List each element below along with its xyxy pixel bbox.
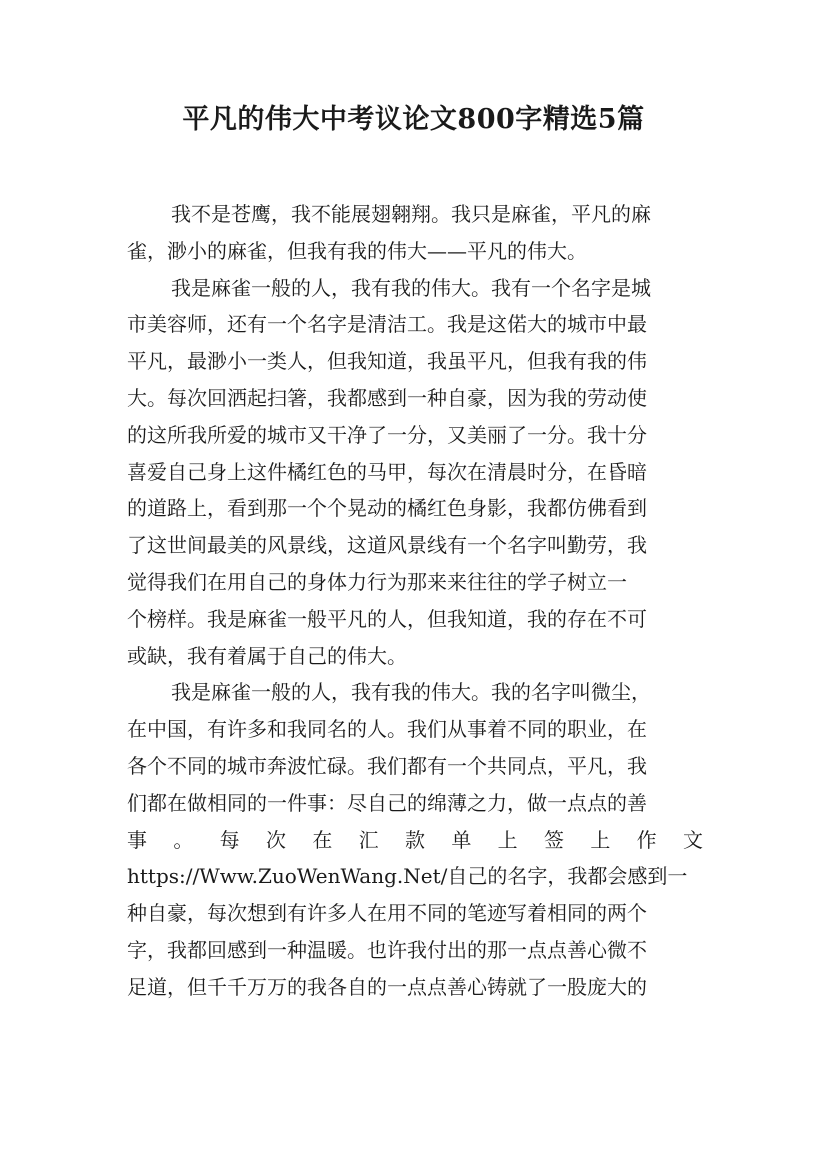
text-line: 们都在做相同的一件事：尽自己的绵薄之力，做一点点的善 — [127, 790, 647, 815]
text-line: 事 。 每 次 在 汇 款 单 上 签 上 作 文 — [127, 827, 703, 852]
text-line: 在中国，有许多和我同名的人。我们从事着不同的职业，在 — [127, 717, 647, 742]
text-line: 的道路上，看到那一个个晃动的橘红色身影，我都仿佛看到 — [127, 496, 647, 521]
text-line: 各个不同的城市奔波忙碌。我们都有一个共同点，平凡，我 — [127, 753, 647, 778]
text-line: 了这世间最美的风景线，这道风景线有一个名字叫勤劳，我 — [127, 533, 647, 558]
text-line: 或缺，我有着属于自己的伟大。 — [127, 643, 407, 668]
document-body — [127, 196, 703, 1006]
text-line: 觉得我们在用自己的身体力行为那来来往往的学子树立一 — [127, 569, 627, 594]
text-line: 雀，渺小的麻雀，但我有我的伟大——平凡的伟大。 — [127, 238, 587, 263]
text-line: 字，我都回感到一种温暖。也许我付出的那一点点善心微不 — [127, 937, 647, 962]
document-title: 平凡的伟大中考议论文800字精选5篇 — [182, 104, 645, 135]
text-line: 喜爱自己身上这件橘红色的马甲，每次在清晨时分，在昏暗 — [127, 459, 647, 484]
text-line: 市美容师，还有一个名字是清洁工。我是这偌大的城市中最 — [127, 312, 647, 337]
text-line: 我是麻雀一般的人，我有我的伟大。我有一个名字是城 — [171, 275, 651, 300]
text-line: 大。每次回洒起扫箸，我都感到一种自豪，因为我的劳动使 — [127, 385, 647, 410]
text-line-url: https://Www.ZuoWenWang.Net/自己的名字，我都会感到一 — [127, 864, 688, 889]
text-line: 我是麻雀一般的人，我有我的伟大。我的名字叫微尘， — [171, 680, 651, 705]
text-line: 平凡，最渺小一类人，但我知道，我虽平凡，但我有我的伟 — [127, 349, 647, 374]
text-line: 种自豪，每次想到有许多人在用不同的笔迹写着相同的两个 — [127, 901, 647, 926]
text-line: 足道，但千千万万的我各自的一点点善心铸就了一股庞大的 — [127, 974, 647, 999]
text-line: 的这所我所爱的城市又干净了一分，又美丽了一分。我十分 — [127, 422, 647, 447]
text-line: 我不是苍鹰，我不能展翅翱翔。我只是麻雀，平凡的麻 — [171, 202, 651, 226]
text-line: 个榜样。我是麻雀一般平凡的人，但我知道，我的存在不可 — [127, 606, 647, 631]
